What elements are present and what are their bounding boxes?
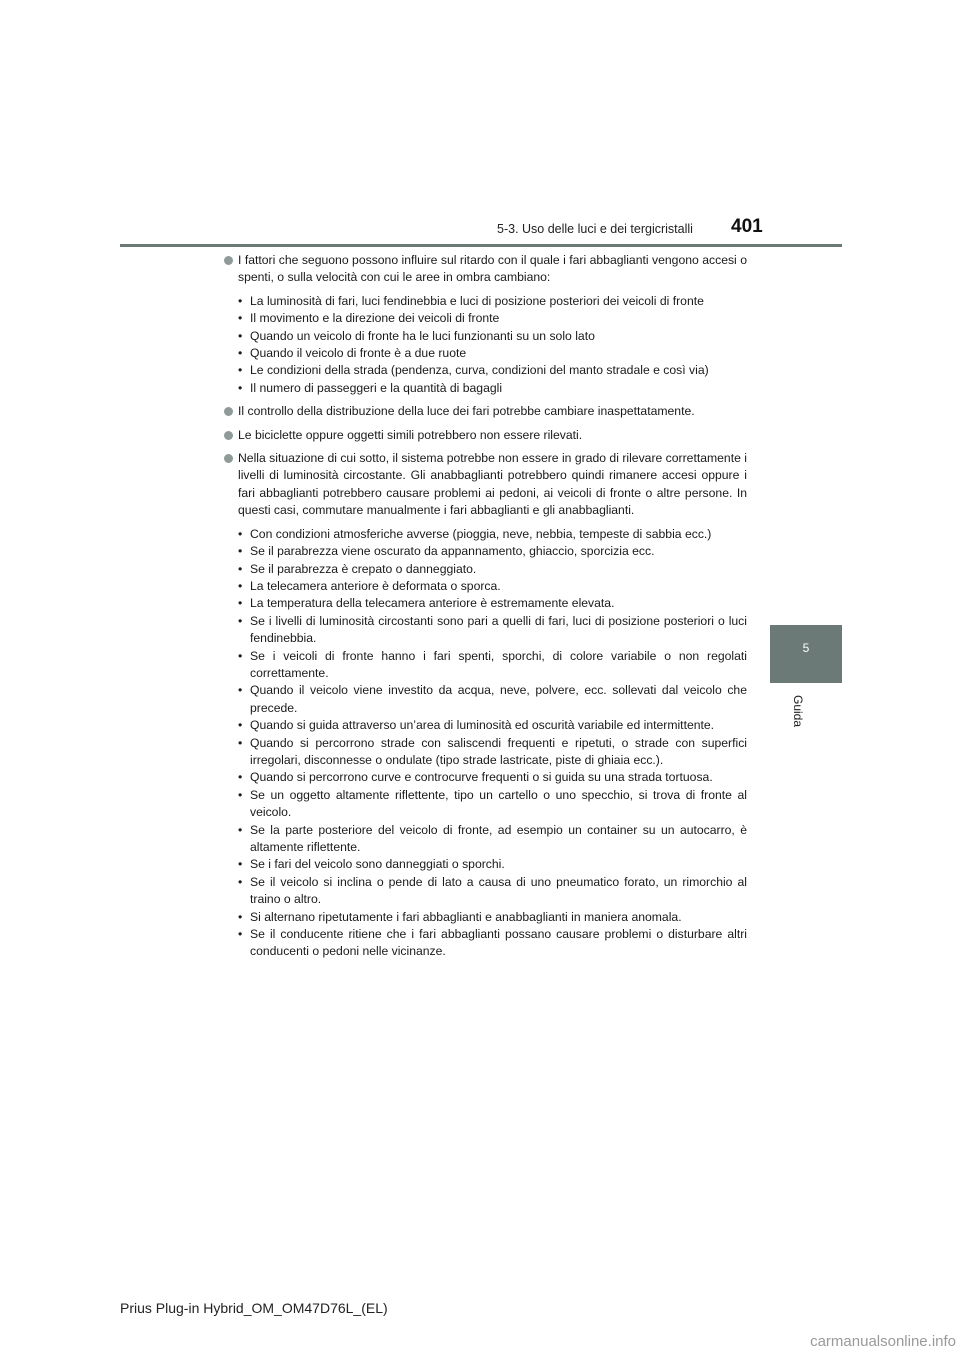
list-item: • Le condizioni della strada (pendenza, curva, condizioni del manto stradale e così via) xyxy=(238,362,747,379)
list-item: • Se il conducente ritiene che i fari abbaglianti possano causare problemi o disturbare altri conducenti o pedoni nelle vicinanze. xyxy=(238,926,747,961)
document-footer: Prius Plug-in Hybrid_OM_OM47D76L_(EL) xyxy=(120,1300,388,1316)
list-item: • Quando un veicolo di fronte ha le luci funzionanti su un solo lato xyxy=(238,328,747,345)
bullet-text: I fattori che seguono possono influire sul ritardo con il quale i fari abbaglianti vengono accesi o spenti, o sulla velocità con cui le aree in ombra cambiano: xyxy=(238,253,747,285)
list-item: • Quando si guida attraverso un’area di luminosità ed oscurità variabile ed intermittente. xyxy=(238,717,747,734)
list-item: • Quando si percorrono strade con saliscendi frequenti e ripetuti, o strade con superfici irregolari, disconnesse o ondulate (tipo strade lastricate, piste di ghiaia ecc.). xyxy=(238,735,747,770)
situation-list xyxy=(224,526,747,961)
chapter-tab xyxy=(770,625,842,683)
bullet-paragraph xyxy=(224,252,747,287)
list-item: • Se i fari del veicolo sono danneggiati o sporchi. xyxy=(238,856,747,873)
list-item: • La temperatura della telecamera anteriore è estremamente elevata. xyxy=(238,595,747,612)
bullet-circle-icon xyxy=(224,431,233,440)
bullet-text: Nella situazione di cui sotto, il sistema potrebbe non essere in grado di rilevare correttamente i livelli di luminosità circostante. Gli anabbaglianti potrebbero quindi rimanere accesi oppure i fari abbaglianti potrebbero causare problemi ai pedoni, ai veicoli di fronte o altre persone. In questi casi, commutare manualmente i fari abbaglianti e gli anabbaglianti. xyxy=(238,451,747,518)
bullet-circle-icon xyxy=(224,454,233,463)
list-item: • Quando si percorrono curve e controcurve frequenti o si guida su una strada tortuosa. xyxy=(238,769,747,786)
list-item: • Se un oggetto altamente riflettente, tipo un cartello o uno specchio, si trova di fronte al veicolo. xyxy=(238,787,747,822)
header-divider xyxy=(120,244,842,247)
list-item: • Se il veicolo si inclina o pende di lato a causa di uno pneumatico forato, un rimorchio al traino o altro. xyxy=(238,874,747,909)
list-item: • Il movimento e la direzione dei veicoli di fronte xyxy=(238,310,747,327)
chapter-number: 5 xyxy=(802,641,810,655)
bullet-circle-icon xyxy=(224,407,233,416)
list-item: • Se i veicoli di fronte hanno i fari spenti, sporchi, di colore variabile o non regolati correttamente. xyxy=(238,648,747,683)
list-item: • Con condizioni atmosferiche avverse (pioggia, neve, nebbia, tempeste di sabbia ecc.) xyxy=(238,526,747,543)
bullet-text: Le biciclette oppure oggetti simili potrebbero non essere rilevati. xyxy=(238,427,583,442)
factor-list xyxy=(224,293,747,397)
list-item: • Si alternano ripetutamente i fari abbaglianti e anabbaglianti in maniera anomala. xyxy=(238,909,747,926)
list-item: • Quando il veicolo di fronte è a due ruote xyxy=(238,345,747,362)
bullet-circle-icon xyxy=(224,256,233,265)
list-item: • Se il parabrezza viene oscurato da appannamento, ghiaccio, sporcizia ecc. xyxy=(238,543,747,560)
list-item: • Quando il veicolo viene investito da acqua, neve, polvere, ecc. sollevati dal veicolo che precede. xyxy=(238,682,747,717)
page-number: 401 xyxy=(731,216,763,237)
section-title: 5-3. Uso delle luci e dei tergicristalli xyxy=(497,222,693,236)
list-item: • La luminosità di fari, luci fendinebbia e luci di posizione posteriori dei veicoli di fronte xyxy=(238,293,747,310)
list-item: • Se i livelli di luminosità circostanti sono pari a quelli di fari, luci di posizione posteriori o luci fendinebbia. xyxy=(238,613,747,648)
watermark: carmanualsonline.info xyxy=(810,1333,956,1350)
bullet-paragraph xyxy=(224,450,747,520)
list-item: • Il numero di passeggeri e la quantità di bagagli xyxy=(238,380,747,397)
list-item: • La telecamera anteriore è deformata o sporca. xyxy=(238,578,747,595)
page-content xyxy=(224,252,747,967)
list-item: • Se il parabrezza è crepato o danneggiato. xyxy=(238,561,747,578)
bullet-paragraph xyxy=(224,403,747,420)
chapter-label: Guida xyxy=(791,695,805,728)
list-item: • Se la parte posteriore del veicolo di fronte, ad esempio un container su un autocarro, è altamente riflettente. xyxy=(238,822,747,857)
bullet-paragraph xyxy=(224,427,747,444)
bullet-text: Il controllo della distribuzione della luce dei fari potrebbe cambiare inaspettatamente. xyxy=(238,404,695,419)
